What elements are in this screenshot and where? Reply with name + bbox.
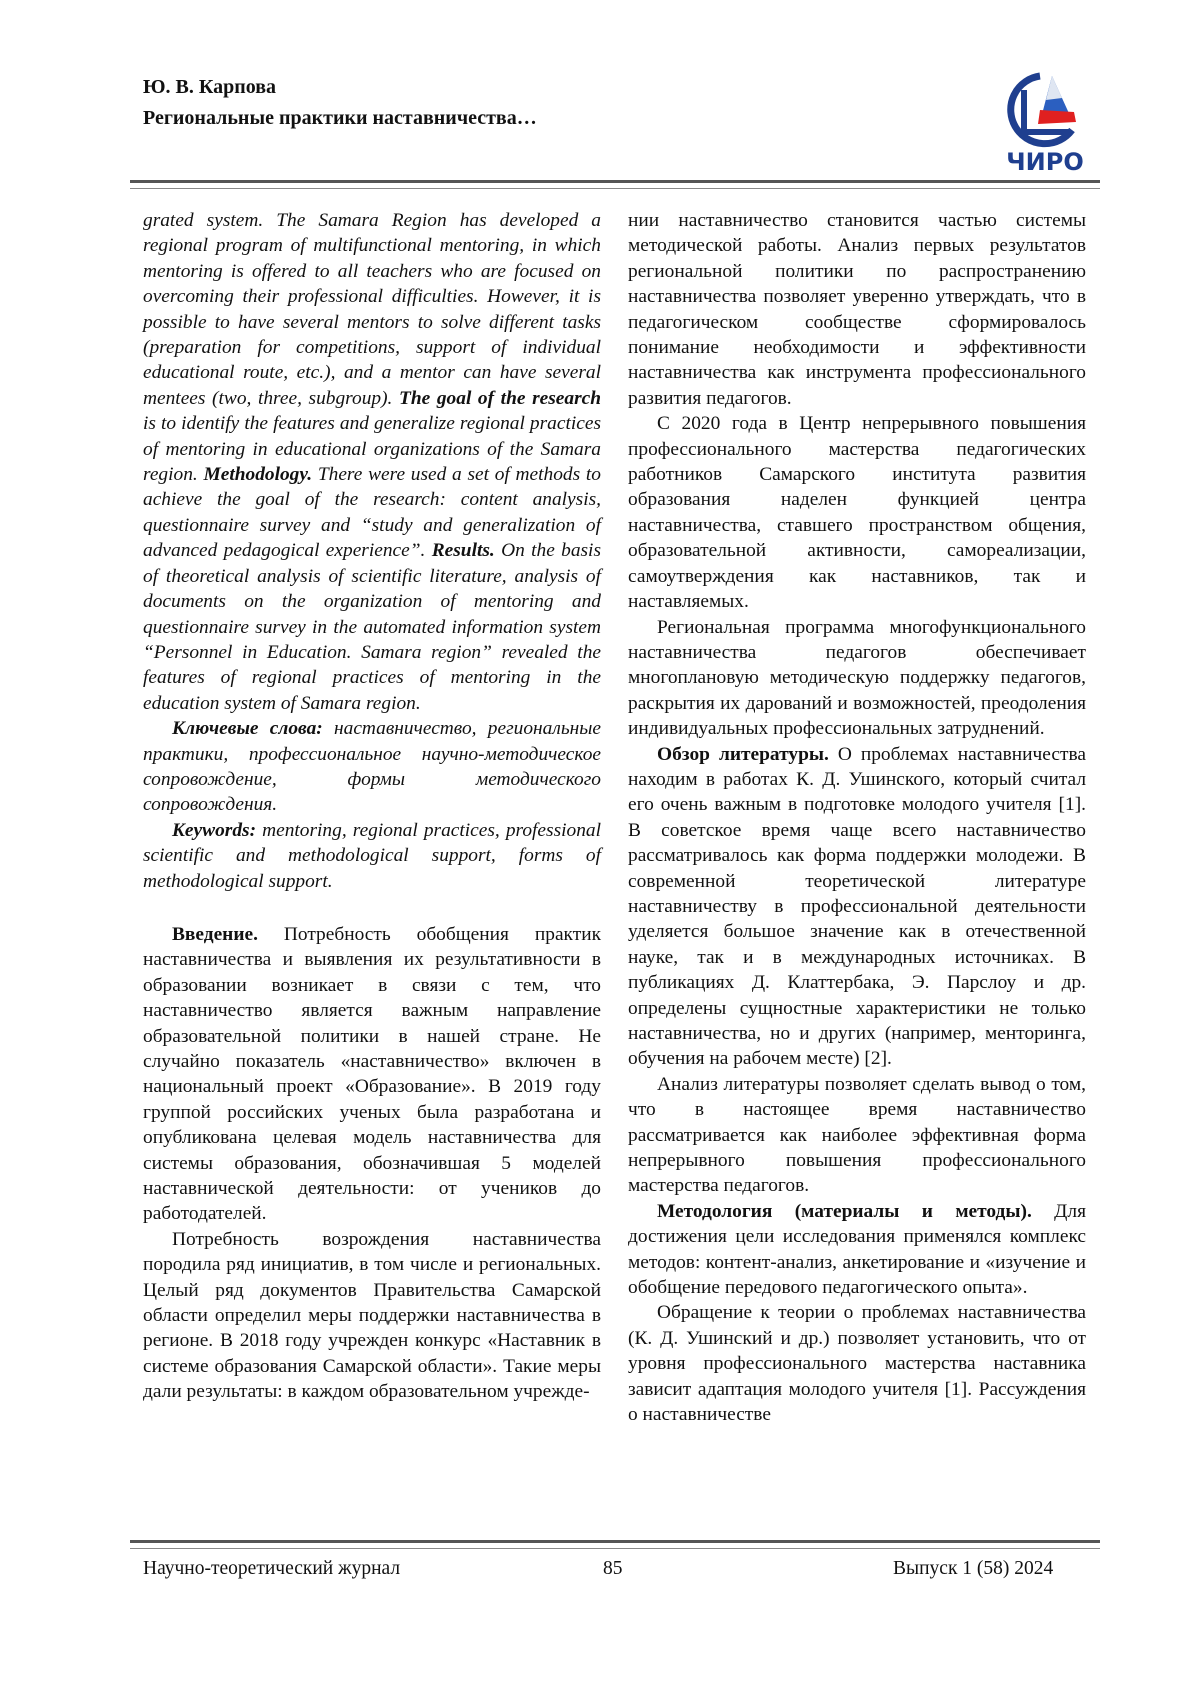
journal-name: Научно-теоретический журнал [143, 1558, 400, 1580]
right-column [628, 208, 1086, 1428]
issue-info: Выпуск 1 (58) 2024 [893, 1558, 1053, 1580]
running-header [143, 72, 537, 134]
keywords-en: Keywords: mentoring, regional practices, professional scientific and methodological support, forms of methodological support. [143, 818, 601, 894]
paragraph: нии наставничество становится частью системы методической работы. Анализ первых результатов региональной политики по распространению наставничества позволяет уверенно утверждать, что в педагогическом сообществе сформировалось понимание необходимости и эффективности наставничества как инструмента профессионального развития педагогов. [628, 208, 1086, 411]
article-title: Региональные практики наставничества… [143, 103, 537, 134]
paragraph: Региональная программа многофункционального наставничества педагогов обеспечивает многоплановую методическую поддержку педагогов, раскрытия их дарований и возможностей, преодоления индивидуальных профессиональных затруднений. [628, 615, 1086, 742]
literature-review-paragraph: Обзор литературы. О проблемах наставничества находим в работах К. Д. Ушинского, который считал его очень важным в подготовке молодого учителя [1]. В советское время чаще всего наставничество рассматривалось как форма поддержки молодежи. В современной теоретической литературе наставничеству в профессиональной деятельности уделяется большое значение как в отечественной науке, так и в международных источниках. В публикациях Д. Клаттербака, Э. Парслоу и др. определены сущностные характеристики не только наставничества, но и других (например, менторинга, обучения на рабочем месте) [2]. [628, 742, 1086, 1072]
keywords-ru: Ключевые слова: наставничество, региональные практики, профессиональное научно-методическое сопровождение, формы методического сопровождения. [143, 716, 601, 818]
paragraph: Анализ литературы позволяет сделать вывод о том, что в настоящее время наставничество рассматривается как наиболее эффективная форма непрерывного повышения профессионального мастерства педагогов. [628, 1072, 1086, 1199]
abstract-en: grated system. The Samara Region has developed a regional program of multifunctional mentoring, in which mentoring is offered to all teachers who are focused on overcoming their professional difficulties. However, it is possible to have several mentors to solve different tasks (preparation for competitions, support of individual educational route, etc.), and a mentor can have several mentees (two, three, subgroup). The goal of the research is to identify the features and generalize regional practices of mentoring in educational organizations of the Samara region. Methodology. There were used a set of methods to achieve the goal of the research: content analysis, questionnaire survey and “study and generalization of advanced pedagogical experience”. Results. On the basis of theoretical analysis of scientific literature, analysis of documents on the organization of mentoring and questionnaire survey in the automated information system “Personnel in Education. Samara region” revealed the features of regional practices of mentoring in the education system of Samara region. [143, 208, 601, 716]
author-name: Ю. В. Карпова [143, 72, 537, 103]
methodology-paragraph: Методология (материалы и методы). Для достижения цели исследования применялся комплекс методов: контент-анализ, анкетирование и «изучение и обобщение передового педагогического опыта». [628, 1199, 1086, 1301]
chiro-logo [1000, 70, 1090, 174]
logo-text: ЧИРО [1006, 148, 1083, 174]
paragraph: С 2020 года в Центр непрерывного повышения профессионального мастерства педагогических работников Самарского института развития образования наделен функцией центра наставничества, ставшего пространством общения, образовательной активности, самореализации, самоутверждения как наставников, так и наставляемых. [628, 411, 1086, 614]
footer-rule [130, 1540, 1100, 1549]
left-column [143, 208, 601, 1405]
page-number: 85 [603, 1558, 623, 1580]
paragraph: Потребность возрождения наставничества породила ряд инициатив, в том числе и региональных. Целый ряд документов Правительства Самарской области определил меры поддержки наставничества в регионе. В 2018 году учрежден конкурс «Наставник в системе образования Самарской области». Такие меры дали результаты: в каждом образовательном учрежде- [143, 1227, 601, 1405]
header-rule [130, 180, 1100, 189]
paragraph: Обращение к теории о проблемах наставничества (К. Д. Ушинский и др.) позволяет установить, что от уровня профессионального мастерства наставника зависит адаптация молодого учителя [1]. Рассуждения о наставничестве [628, 1300, 1086, 1427]
intro-paragraph: Введение. Потребность обобщения практик наставничества и выявления их результативности в образовании возникает в связи с тем, что наставничество является важным направление образовательной политики в нашей стране. Не случайно показатель «наставничество» включен в национальный проект «Образование». В 2019 году группой российских ученых была разработана и опубликована целевая модель наставничества для системы образования, обозначившая 5 моделей наставнической деятельности: от учеников до работодателей. [143, 922, 601, 1227]
